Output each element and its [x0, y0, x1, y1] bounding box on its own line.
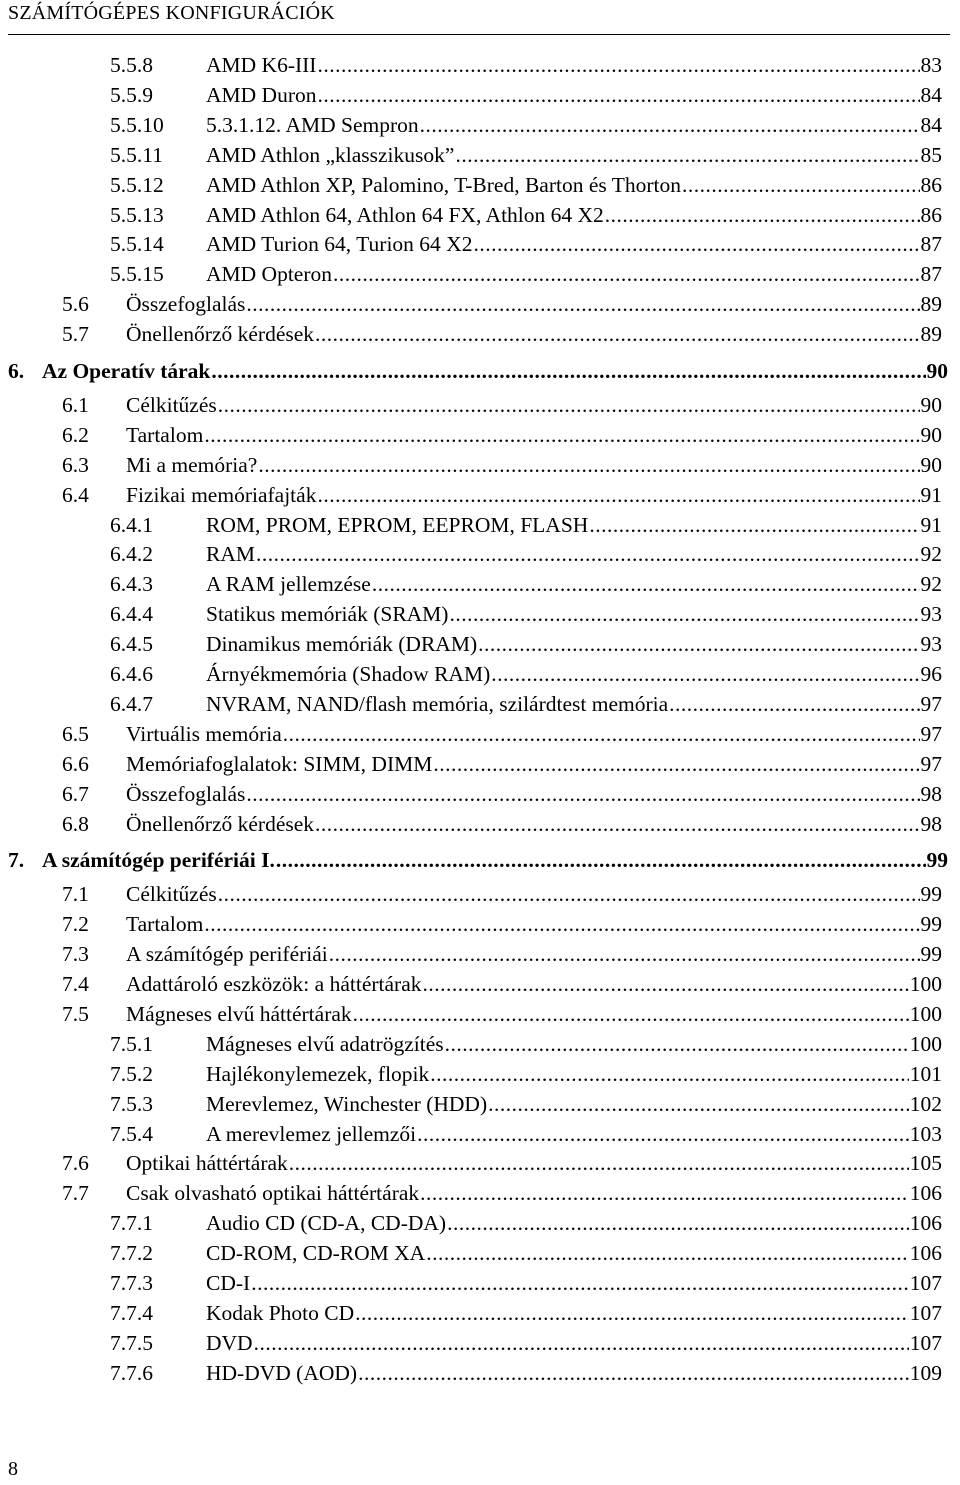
toc-dot-leader — [317, 50, 919, 80]
toc-dot-leader — [426, 1238, 909, 1268]
toc-dot-leader — [433, 749, 919, 779]
toc-dot-leader — [256, 539, 920, 569]
toc-entry-page: 90 — [920, 422, 942, 447]
toc-entry-number: 6.4.2 — [110, 542, 153, 567]
toc-entry-number: 6.4.4 — [110, 602, 153, 627]
toc-dot-leader — [430, 1059, 908, 1089]
toc-entry-number: 6.4.7 — [110, 691, 153, 716]
toc-entry-title: CD-ROM, CD-ROM XA — [206, 1241, 426, 1266]
toc-entry-number: 7.5.4 — [110, 1121, 153, 1146]
toc-entry[interactable] — [110, 200, 942, 230]
toc-dot-leader — [417, 1119, 909, 1149]
toc-entry-title: AMD Athlon XP, Palomino, T-Bred, Barton és Thorton — [206, 172, 682, 197]
toc-entry-title: A számítógép perifériái — [126, 942, 328, 967]
toc-entry-title: AMD Athlon 64, Athlon 64 FX, Athlon 64 X2 — [206, 202, 604, 227]
toc-entry-page: 87 — [920, 262, 942, 287]
toc-entry[interactable] — [62, 779, 942, 809]
toc-entry-number: 5.5.14 — [110, 232, 164, 257]
toc-entry-title: AMD K6-III — [206, 53, 317, 77]
toc-entry-page: 89 — [920, 322, 942, 347]
toc-entry-page: 100 — [909, 972, 942, 996]
toc-entry-number: 6.5 — [62, 721, 89, 746]
toc-entry-title: A RAM jellemzése — [206, 572, 371, 597]
toc-entry[interactable] — [110, 689, 942, 719]
toc-entry-title: RAM — [206, 542, 255, 567]
toc-dot-leader — [449, 599, 919, 629]
toc-dot-leader — [605, 200, 920, 230]
toc-entry-title: Hajlékonylemezek, flopik — [206, 1061, 430, 1086]
toc-entry-page: 97 — [920, 721, 942, 746]
toc-entry-number: 6.3 — [62, 452, 89, 477]
toc-entry-page: 91 — [920, 512, 942, 537]
toc-dot-leader — [289, 1148, 909, 1178]
toc-entry-number: 5.5.15 — [110, 262, 164, 287]
toc-entry-number: 5.7 — [62, 322, 89, 347]
toc-dot-leader — [455, 140, 919, 170]
toc-dot-leader — [488, 1089, 909, 1119]
toc-dot-leader — [589, 510, 919, 540]
toc-entry[interactable] — [110, 1328, 942, 1358]
toc-entry-number: 6.4.6 — [110, 662, 153, 686]
toc-entry[interactable] — [62, 390, 942, 420]
toc-entry-number: 5.5.13 — [110, 202, 164, 227]
toc-entry-number: 6.4 — [62, 482, 89, 507]
toc-entry-title: Árnyékmemória (Shadow RAM) — [206, 662, 491, 686]
toc-entry-page: 107 — [909, 1271, 942, 1295]
toc-entry[interactable] — [110, 1238, 942, 1268]
toc-entry-page: 106 — [909, 1211, 942, 1236]
toc-entry-page: 86 — [920, 172, 942, 197]
toc-entry-title: Optikai háttértárak — [126, 1151, 288, 1176]
toc-entry-number: 7.2 — [62, 912, 89, 937]
toc-entry-title: Összefoglalás — [126, 781, 246, 806]
toc-dot-leader — [358, 1358, 909, 1388]
toc-entry[interactable] — [110, 80, 942, 110]
toc-entry-page: 102 — [909, 1091, 942, 1116]
toc-entry-page: 103 — [909, 1121, 942, 1146]
toc-entry-number: 7.6 — [62, 1151, 89, 1176]
toc-entry-title: Statikus memóriák (SRAM) — [206, 602, 449, 627]
toc-entry[interactable] — [110, 539, 942, 569]
toc-entry-number: 5.5.11 — [110, 142, 163, 167]
toc-entry-page: 89 — [920, 292, 942, 317]
toc-entry-number: 7.5 — [62, 1001, 89, 1026]
toc-dot-leader — [420, 1178, 909, 1208]
toc-entry-page: 97 — [920, 751, 942, 776]
toc-entry-number: 6.4.3 — [110, 572, 153, 597]
toc-entry[interactable] — [62, 480, 942, 510]
toc-entry-page: 85 — [920, 142, 942, 167]
toc-dot-leader — [246, 289, 919, 319]
toc-entry-page: 107 — [909, 1330, 942, 1355]
toc-entry-title: Kodak Photo CD — [206, 1300, 355, 1325]
toc-entry-title: Tartalom — [126, 912, 204, 937]
toc-dot-leader — [353, 999, 909, 1029]
toc-entry-number: 7.1 — [62, 882, 89, 907]
toc-entry-page: 99 — [926, 848, 948, 873]
toc-entry-number: 5.5.10 — [110, 112, 164, 137]
toc-entry-title: CD-I — [206, 1271, 251, 1295]
toc-dot-leader — [315, 319, 919, 349]
toc-entry[interactable] — [110, 140, 942, 170]
toc-entry-page: 91 — [920, 482, 942, 507]
toc-entry-title: AMD Turion 64, Turion 64 X2 — [206, 232, 473, 257]
toc-entry-title: Célkitűzés — [126, 882, 217, 907]
toc-entry-title: Virtuális memória — [126, 721, 282, 746]
toc-entry-number: 6.8 — [62, 811, 89, 836]
toc-entry[interactable] — [110, 1298, 942, 1328]
toc-entry-number: 6.7 — [62, 781, 89, 806]
toc-entry[interactable] — [110, 50, 942, 80]
toc-entry[interactable] — [110, 229, 942, 259]
toc-entry[interactable] — [110, 599, 942, 629]
toc-entry-title: ROM, PROM, EPROM, EEPROM, FLASH — [206, 512, 589, 537]
toc-entry-number: 7.5.1 — [110, 1031, 153, 1056]
toc-entry-number: 6.2 — [62, 422, 89, 447]
toc-dot-leader — [420, 110, 920, 140]
toc-entry[interactable] — [110, 1358, 942, 1388]
toc-entry-number: 7.7.6 — [110, 1360, 153, 1385]
toc-dot-leader — [447, 1208, 909, 1238]
toc-entry-title: Önellenőrző kérdések — [126, 322, 315, 347]
toc-entry-title: AMD Opteron — [206, 262, 332, 287]
toc-entry-page: 90 — [920, 452, 942, 477]
toc-entry-page: 92 — [920, 542, 942, 567]
toc-entry-number: 6.6 — [62, 751, 89, 776]
toc-dot-leader — [333, 259, 920, 289]
toc-entry-number: 7.7.1 — [110, 1211, 153, 1236]
toc-dot-leader — [204, 420, 919, 450]
toc-entry-number: 7.5.3 — [110, 1091, 153, 1116]
toc-dot-leader — [211, 356, 925, 386]
toc-entry-page: 90 — [926, 359, 948, 383]
toc-entry-page: 87 — [920, 232, 942, 257]
toc-entry[interactable] — [62, 969, 942, 999]
toc-entry-page: 107 — [909, 1300, 942, 1325]
toc-entry[interactable] — [62, 319, 942, 349]
toc-entry-page: 109 — [909, 1360, 942, 1385]
toc-entry[interactable] — [110, 659, 942, 689]
toc-entry[interactable] — [110, 1029, 942, 1059]
toc-entry-number: 7.5.2 — [110, 1061, 153, 1086]
toc-dot-leader — [317, 480, 919, 510]
toc-entry-title: Az Operatív tárak — [42, 359, 211, 383]
toc-entry[interactable] — [110, 1089, 942, 1119]
toc-entry-page: 97 — [920, 691, 942, 716]
toc-entry[interactable] — [110, 170, 942, 200]
toc-entry-page: 84 — [920, 112, 942, 137]
toc-entry-page: 99 — [920, 942, 942, 967]
toc-entry[interactable] — [110, 569, 942, 599]
toc-entry-title: Összefoglalás — [126, 292, 246, 317]
toc-entry-page: 101 — [909, 1061, 942, 1086]
toc-dot-leader — [204, 909, 919, 939]
toc-entry-number: 7.7.2 — [110, 1241, 153, 1266]
toc-entry-page: 84 — [920, 82, 942, 107]
toc-dot-leader — [478, 629, 919, 659]
toc-entry-title: DVD — [206, 1330, 253, 1355]
toc-entry[interactable] — [110, 1119, 942, 1149]
toc-entry-page: 83 — [920, 53, 942, 77]
toc-entry-number: 6.1 — [62, 392, 89, 417]
toc-dot-leader — [445, 1029, 909, 1059]
toc-entry[interactable] — [110, 259, 942, 289]
toc-entry-title: A számítógép perifériái I. — [42, 848, 275, 873]
toc-entry-number: 5.5.8 — [110, 53, 153, 77]
toc-entry[interactable] — [62, 809, 942, 839]
toc-entry-page: 93 — [920, 602, 942, 627]
toc-entry-number: 7.7.5 — [110, 1330, 153, 1355]
toc-entry-title: Mágneses elvű adatrögzítés — [206, 1031, 444, 1056]
toc-entry[interactable] — [62, 1178, 942, 1208]
toc-entry-title: 5.3.1.12. AMD Sempron — [206, 112, 419, 137]
toc-entry[interactable] — [110, 110, 942, 140]
toc-entry[interactable] — [62, 719, 942, 749]
toc-entry[interactable] — [62, 939, 942, 969]
toc-dot-leader — [473, 229, 919, 259]
toc-entry[interactable] — [62, 450, 942, 480]
toc-entry-page: 92 — [920, 572, 942, 597]
toc-entry-title: Dinamikus memóriák (DRAM) — [206, 632, 478, 657]
toc-entry-page: 106 — [909, 1181, 942, 1206]
toc-entry-number: 7.4 — [62, 972, 89, 996]
toc-entry-number: 6. — [8, 359, 25, 383]
toc-entry-page: 106 — [909, 1241, 942, 1266]
toc-entry-title: Csak olvasható optikai háttértárak — [126, 1181, 420, 1206]
toc-dot-leader — [682, 170, 919, 200]
toc-entry-page: 86 — [920, 202, 942, 227]
running-header-title: SZÁMÍTÓGÉPES KONFIGURÁCIÓK — [8, 2, 335, 24]
toc-entry[interactable] — [110, 510, 942, 540]
toc-entry-title: Fizikai memóriafajták — [126, 482, 317, 507]
toc-entry[interactable] — [110, 1059, 942, 1089]
toc-entry-number: 7.7 — [62, 1181, 89, 1206]
toc-dot-leader — [669, 689, 919, 719]
toc-dot-leader — [276, 845, 926, 875]
toc-entry-page: 105 — [909, 1151, 942, 1176]
toc-entry-title: Önellenőrző kérdések — [126, 811, 315, 836]
toc-entry-number: 5.6 — [62, 292, 89, 317]
toc-entry-number: 7.7.4 — [110, 1300, 153, 1325]
toc-entry-title: Audio CD (CD-A, CD-DA) — [206, 1211, 447, 1236]
toc-entry-title: Célkitűzés — [126, 392, 217, 417]
toc-entry[interactable] — [62, 420, 942, 450]
toc-entry-title: AMD Athlon „klasszikusok” — [206, 142, 455, 167]
toc-dot-leader — [283, 719, 920, 749]
toc-entry-title: Adattároló eszközök: a háttértárak — [126, 972, 422, 996]
toc-entry[interactable] — [110, 1268, 942, 1298]
toc-dot-leader — [355, 1298, 909, 1328]
toc-entry[interactable] — [8, 845, 948, 875]
toc-entry-page: 100 — [909, 1001, 942, 1026]
toc-entry[interactable] — [62, 909, 942, 939]
toc-entry[interactable] — [62, 289, 942, 319]
toc-entry-title: Memóriafoglalatok: SIMM, DIMM — [126, 751, 433, 776]
toc-entry-page: 93 — [920, 632, 942, 657]
toc-entry-title: A merevlemez jellemzői — [206, 1121, 417, 1146]
toc-dot-leader — [258, 450, 919, 480]
toc-entry-title: Mágneses elvű háttértárak — [126, 1001, 352, 1026]
toc-entry-number: 5.5.12 — [110, 172, 164, 197]
toc-entry-number: 5.5.9 — [110, 82, 153, 107]
toc-entry-page: 90 — [920, 392, 942, 417]
toc-dot-leader — [251, 1268, 909, 1298]
toc-dot-leader — [254, 1328, 909, 1358]
toc-entry-page: 96 — [920, 662, 942, 686]
page-number: 8 — [8, 1458, 18, 1480]
toc-dot-leader — [218, 879, 920, 909]
toc-entry-number: 6.4.1 — [110, 512, 153, 537]
toc-entry-page: 98 — [920, 781, 942, 806]
toc-dot-leader — [218, 390, 920, 420]
toc-entry-title: Merevlemez, Winchester (HDD) — [206, 1091, 488, 1116]
toc-dot-leader — [315, 809, 919, 839]
toc-entry-title: Mi a memória? — [126, 452, 258, 477]
toc-entry[interactable] — [110, 629, 942, 659]
toc-entry-page: 99 — [920, 912, 942, 937]
toc-entry-page: 100 — [909, 1031, 942, 1056]
toc-entry[interactable] — [62, 879, 942, 909]
toc-entry-number: 7.3 — [62, 942, 89, 967]
toc-entry-page: 99 — [920, 882, 942, 907]
toc-entry-title: HD-DVD (AOD) — [206, 1360, 358, 1385]
toc-dot-leader — [317, 80, 919, 110]
toc-dot-leader — [246, 779, 919, 809]
toc-entry[interactable] — [62, 749, 942, 779]
toc-entry-title: AMD Duron — [206, 82, 317, 107]
toc-dot-leader — [372, 569, 920, 599]
toc-entry[interactable] — [110, 1208, 942, 1238]
running-header — [8, 0, 950, 35]
toc-entry[interactable] — [8, 356, 948, 386]
toc-entry[interactable] — [62, 999, 942, 1029]
toc-entry-number: 7. — [8, 848, 25, 873]
toc-entry-title: Tartalom — [126, 422, 204, 447]
toc-entry[interactable] — [62, 1148, 942, 1178]
toc-dot-leader — [329, 939, 920, 969]
toc-entry-page: 98 — [920, 811, 942, 836]
toc-entry-number: 6.4.5 — [110, 632, 153, 657]
toc-dot-leader — [491, 659, 919, 689]
toc-dot-leader — [423, 969, 909, 999]
toc-entry-title: NVRAM, NAND/flash memória, szilárdtest memória — [206, 691, 669, 716]
toc-entry-number: 7.7.3 — [110, 1271, 153, 1295]
